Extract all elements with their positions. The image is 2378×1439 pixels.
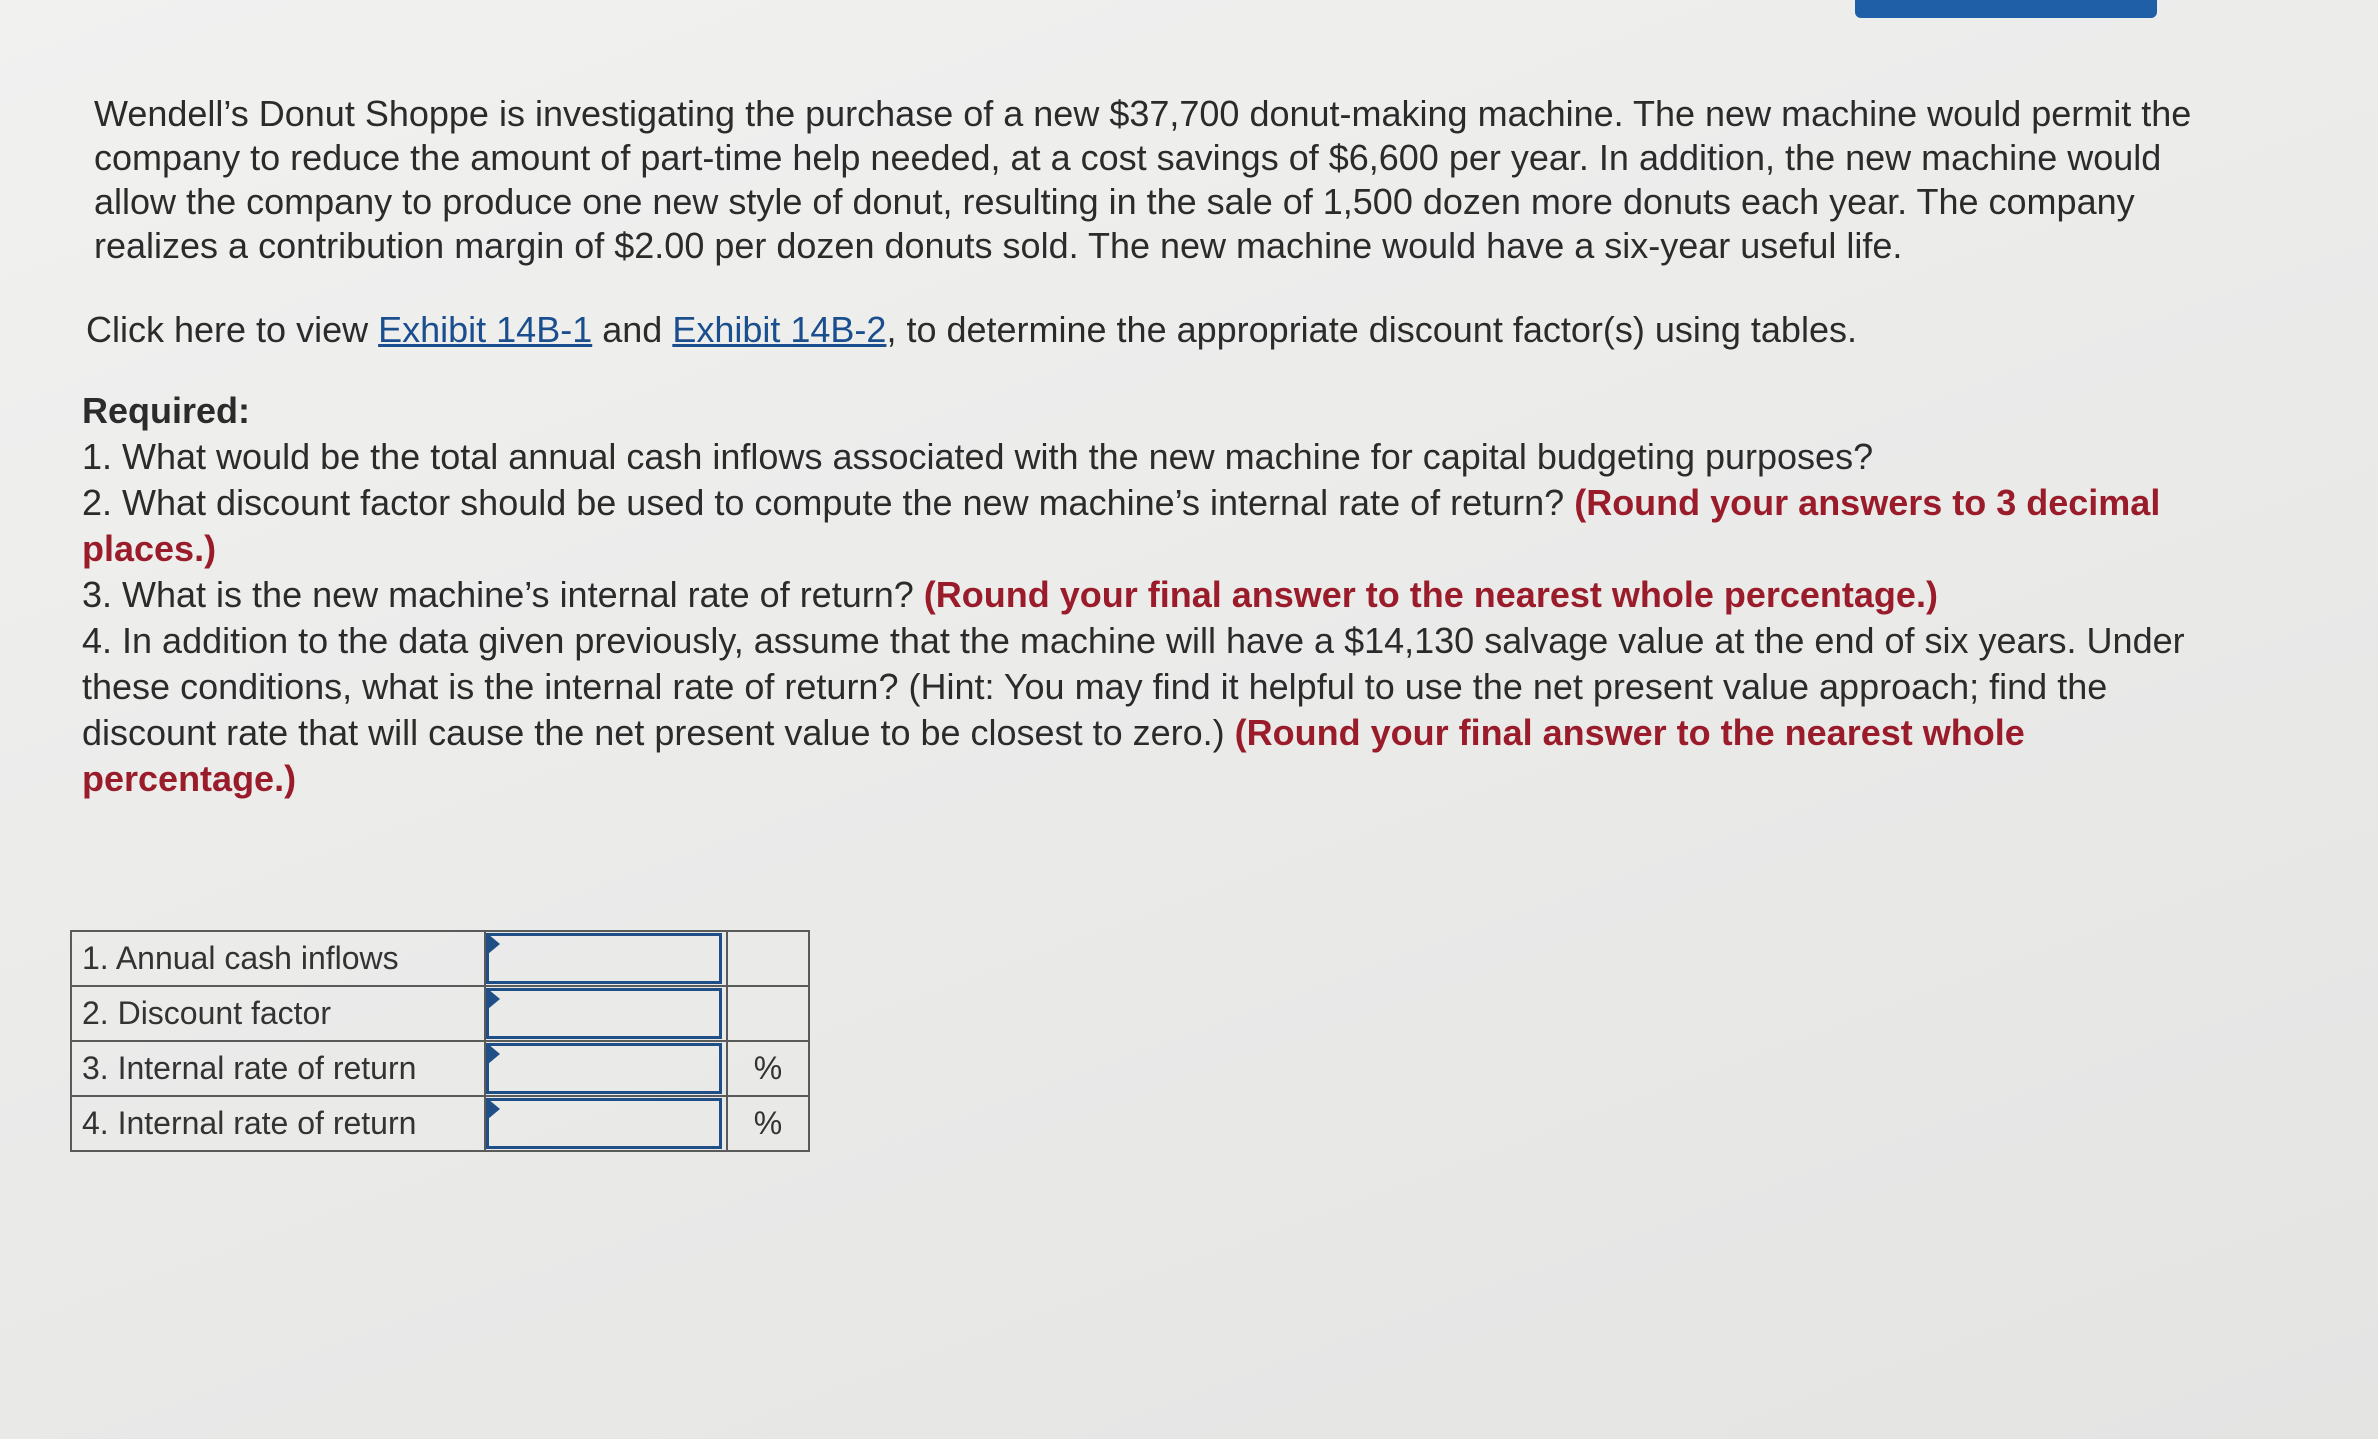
discount-factor-cell xyxy=(485,986,727,1041)
row-label: 3. Internal rate of return xyxy=(71,1041,485,1096)
unit-cell xyxy=(727,931,809,986)
question-3-note: (Round your final answer to the nearest whole percentage.) xyxy=(923,574,1938,615)
annual-cash-inflows-cell xyxy=(485,931,727,986)
percent-unit: % xyxy=(727,1096,809,1151)
question-3 xyxy=(82,572,2202,618)
question-4-text: 4. In addition to the data given previously, assume that the machine will have a $14,130 salvage value at the end of six years. Under these conditions, what is the internal rate of return? (Hint: You may find it helpful to use the net present value approach; find the discount rate that will cause the net present value to be closest to zero.) xyxy=(82,620,2185,753)
table-row xyxy=(71,931,809,986)
exhibit-line-suffix: , to determine the appropriate discount factor(s) using tables. xyxy=(886,309,1857,350)
unit-cell xyxy=(727,986,809,1041)
top-blue-bar xyxy=(1855,0,2157,18)
irr-salvage-input[interactable] xyxy=(486,1098,722,1149)
problem-content xyxy=(82,92,2202,802)
required-title: Required: xyxy=(82,390,251,431)
table-row xyxy=(71,1041,809,1096)
table-row xyxy=(71,986,809,1041)
input-marker-icon xyxy=(488,1044,500,1064)
input-marker-icon xyxy=(488,989,500,1009)
irr-salvage-cell xyxy=(485,1096,727,1151)
answer-table xyxy=(70,930,810,1152)
input-marker-icon xyxy=(488,1099,500,1119)
question-2-note: (Round your answers to 3 decimal places.) xyxy=(82,482,2161,569)
annual-cash-inflows-input[interactable] xyxy=(486,933,722,984)
question-4 xyxy=(82,618,2202,802)
problem-intro: Wendell’s Donut Shoppe is investigating the purchase of a new $37,700 donut-making machine. The new machine would permit the company to reduce the amount of part-time help needed, at a cost savings of $6,600 per year. In addition, the new machine would allow the company to produce one new style of donut, resulting in the sale of 1,500 dozen more donuts each year. The company realizes a contribution margin of $2.00 per dozen donuts sold. The new machine would have a six-year useful life. xyxy=(94,93,2192,266)
discount-factor-input[interactable] xyxy=(486,988,722,1039)
table-row xyxy=(71,1096,809,1151)
question-2 xyxy=(82,480,2202,572)
irr-input[interactable] xyxy=(486,1043,722,1094)
row-label: 4. Internal rate of return xyxy=(71,1096,485,1151)
question-1: 1. What would be the total annual cash inflows associated with the new machine for capital budgeting purposes? xyxy=(82,436,1874,477)
exhibit-line xyxy=(86,308,2202,352)
irr-cell xyxy=(485,1041,727,1096)
exhibit-14b-1-link[interactable]: Exhibit 14B-1 xyxy=(378,309,593,350)
question-3-text: 3. What is the new machine’s internal rate of return? xyxy=(82,574,924,615)
row-label: 2. Discount factor xyxy=(71,986,485,1041)
exhibit-line-and: and xyxy=(592,309,673,350)
percent-unit: % xyxy=(727,1041,809,1096)
input-marker-icon xyxy=(488,934,500,954)
required-section xyxy=(82,388,2202,802)
exhibit-14b-2-link[interactable]: Exhibit 14B-2 xyxy=(672,309,887,350)
row-label: 1. Annual cash inflows xyxy=(71,931,485,986)
exhibit-line-prefix: Click here to view xyxy=(86,309,379,350)
question-4-note: (Round your final answer to the nearest whole percentage.) xyxy=(82,712,2025,799)
question-2-text: 2. What discount factor should be used to compute the new machine’s internal rate of return? xyxy=(82,482,1575,523)
